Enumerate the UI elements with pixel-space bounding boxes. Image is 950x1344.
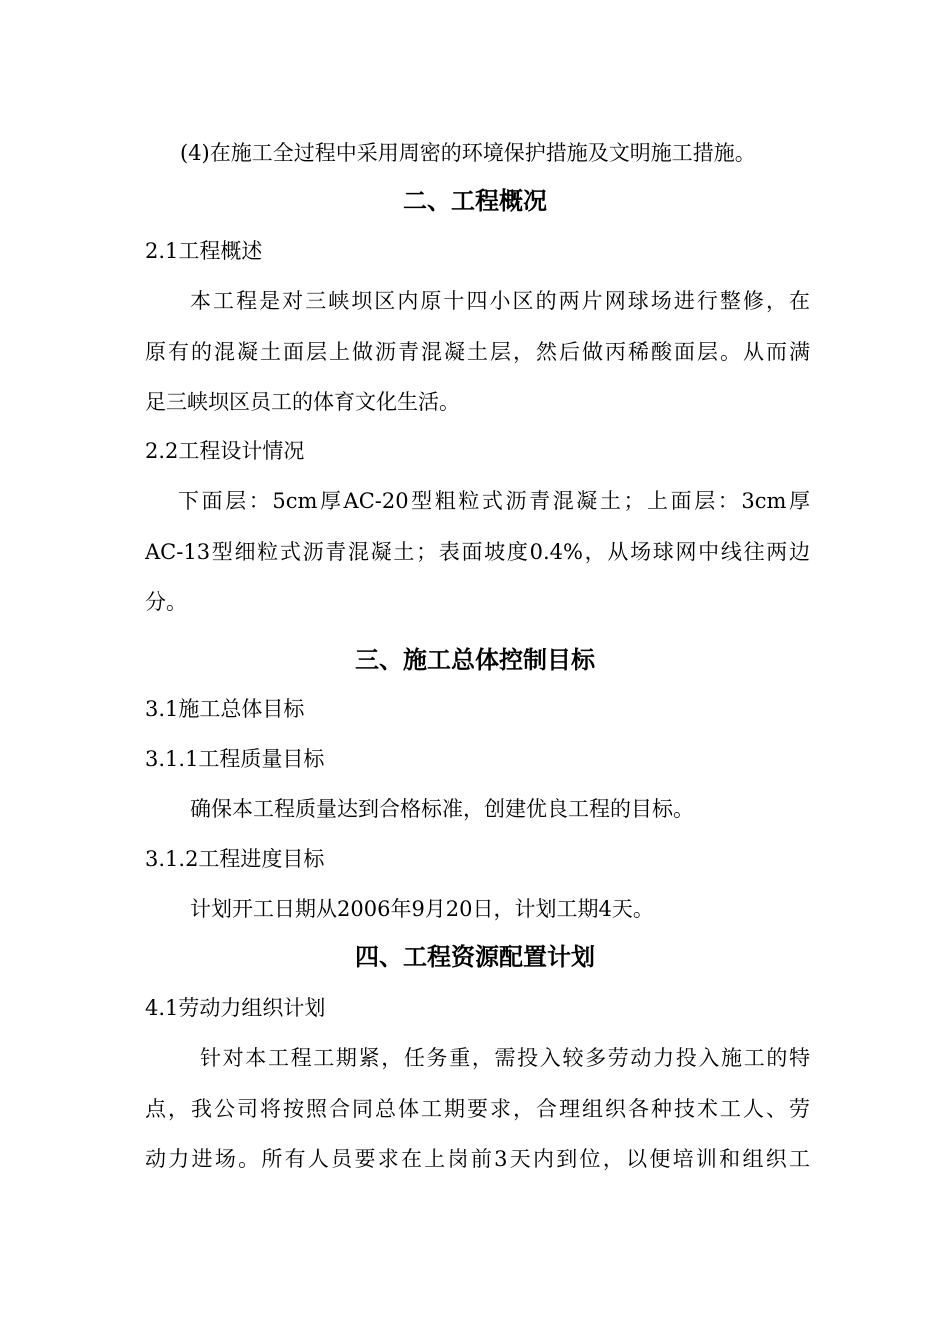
intro-paragraph: (4)在施工全过程中采用周密的环境保护措施及文明施工措施。 [180, 141, 756, 165]
subsection-2-2-title: 2.2工程设计情况 [145, 439, 305, 463]
paragraph-4-1-line-2: 点，我公司将按照合同总体工期要求，合理组织各种技术工人、劳 [145, 1097, 810, 1121]
subsection-2-1-title: 2.1工程概述 [145, 239, 263, 263]
paragraph-2-2-line-1: 下面层：5cm厚AC-20型粗粒式沥青混凝土；上面层：3cm厚 [178, 489, 810, 513]
paragraph-4-1-line-1: 针对本工程工期紧，任务重，需投入较多劳动力投入施工的特 [200, 1046, 810, 1070]
paragraph-3-1-2: 计划开工日期从2006年9月20日，计划工期4天。 [190, 897, 654, 921]
section-2-heading: 二、工程概况 [403, 187, 547, 215]
paragraph-2-1-line-2: 原有的混凝土面层上做沥青混凝土层，然后做丙稀酸面层。从而满 [145, 340, 810, 364]
paragraph-2-2-line-3: 分。 [145, 590, 187, 614]
subsection-4-1-title: 4.1劳动力组织计划 [145, 996, 326, 1020]
paragraph-2-2-line-2: AC-13型细粒式沥青混凝土；表面坡度0.4%，从场球网中线往两边 [145, 540, 810, 564]
section-3-heading: 三、施工总体控制目标 [355, 646, 595, 674]
subsection-3-1-1-title: 3.1.1工程质量目标 [145, 747, 325, 771]
paragraph-2-1-line-1: 本工程是对三峡坝区内原十四小区的两片网球场进行整修，在 [190, 289, 810, 313]
paragraph-4-1-line-3: 动力进场。所有人员要求在上岗前3天内到位，以便培训和组织工 [145, 1147, 810, 1171]
subsection-3-1-2-title: 3.1.2工程进度目标 [145, 847, 325, 871]
paragraph-2-1-line-3: 足三峡坝区员工的体育文化生活。 [145, 390, 460, 414]
paragraph-3-1-1: 确保本工程质量达到合格标准，创建优良工程的目标。 [190, 797, 694, 821]
section-4-heading: 四、工程资源配置计划 [355, 943, 595, 971]
subsection-3-1-title: 3.1施工总体目标 [145, 697, 305, 721]
